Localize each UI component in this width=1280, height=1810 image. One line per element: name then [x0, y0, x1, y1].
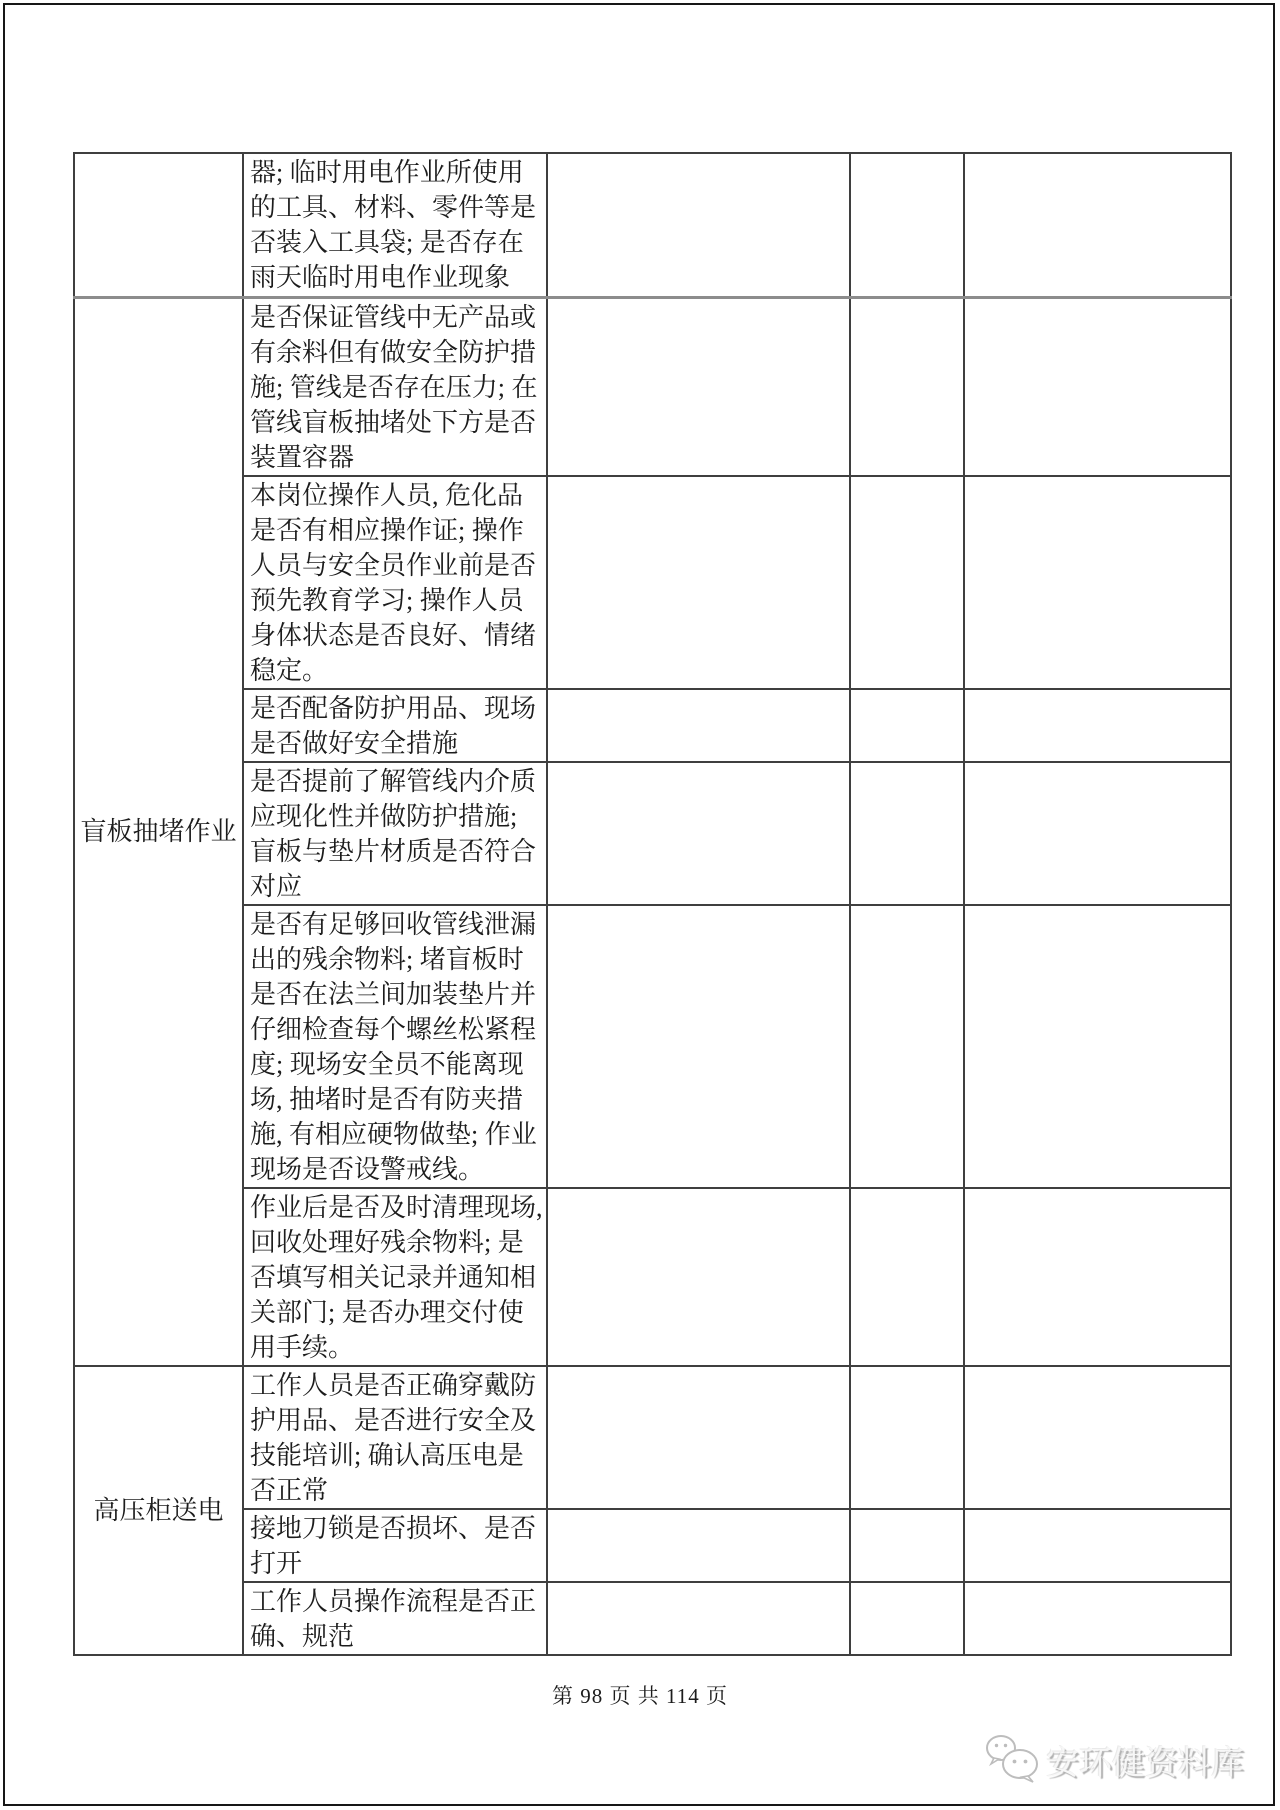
- checklist-text-cell: 器; 临时用电作业所使用的工具、材料、零件等是否装入工具袋; 是否存在雨天临时用电作业现象: [243, 153, 547, 297]
- check-result-cell: [547, 297, 850, 476]
- check-mark-cell: [850, 1366, 964, 1509]
- table-row: [74, 153, 1231, 297]
- check-result-cell: [547, 689, 850, 762]
- check-mark-cell: [850, 762, 964, 905]
- remark-cell: [964, 1582, 1231, 1655]
- check-result-cell: [547, 762, 850, 905]
- check-result-cell: [547, 1509, 850, 1582]
- check-result-cell: [547, 1188, 850, 1366]
- check-result-cell: [547, 476, 850, 689]
- check-result-cell: [547, 905, 850, 1188]
- check-result-cell: [547, 1582, 850, 1655]
- check-mark-cell: [850, 689, 964, 762]
- remark-cell: [964, 905, 1231, 1188]
- check-mark-cell: [850, 476, 964, 689]
- checklist-text-cell: 本岗位操作人员, 危化品是否有相应操作证; 操作人员与安全员作业前是否预先教育学习; 操作人员身体状态是否良好、情绪稳定。: [243, 476, 547, 689]
- remark-cell: [964, 762, 1231, 905]
- check-mark-cell: [850, 1509, 964, 1582]
- checklist-text-cell: 是否保证管线中无产品或有余料但有做安全防护措施; 管线是否存在压力; 在管线盲板抽堵处下方是否装置容器: [243, 297, 547, 476]
- table-row: [74, 1188, 1231, 1366]
- category-cell-blind-plate: 盲板抽堵作业: [74, 297, 243, 1366]
- category-cell-empty: [74, 153, 243, 297]
- table-row: [74, 905, 1231, 1188]
- checklist-text-cell: 是否提前了解管线内介质应现化性并做防护措施; 盲板与垫片材质是否符合对应: [243, 762, 547, 905]
- table-row: [74, 1582, 1231, 1655]
- watermark-label: 安环健资料库: [1046, 1745, 1244, 1782]
- check-result-cell: [547, 1366, 850, 1509]
- checklist-text-cell: 接地刀锁是否损坏、是否打开: [243, 1509, 547, 1582]
- table-row: [74, 762, 1231, 905]
- check-mark-cell: [850, 905, 964, 1188]
- checklist-text-cell: 工作人员是否正确穿戴防护用品、是否进行安全及技能培训; 确认高压电是否正常: [243, 1366, 547, 1509]
- page-footer: 第 98 页 共 114 页: [552, 1684, 728, 1708]
- checklist-text-cell: 作业后是否及时清理现场, 回收处理好残余物料; 是否填写相关记录并通知相关部门; 是否办理交付使用手续。: [243, 1188, 547, 1366]
- check-mark-cell: [850, 1582, 964, 1655]
- table-row: [74, 1509, 1231, 1582]
- checklist-text-cell: 是否配备防护用品、现场是否做好安全措施: [243, 689, 547, 762]
- safety-checklist-table: [73, 152, 1232, 1656]
- checklist-text-cell: 工作人员操作流程是否正确、规范: [243, 1582, 547, 1655]
- check-mark-cell: [850, 153, 964, 297]
- remark-cell: [964, 297, 1231, 476]
- remark-cell: [964, 1509, 1231, 1582]
- remark-cell: [964, 1366, 1231, 1509]
- wechat-logo-icon: [984, 1733, 1040, 1787]
- remark-cell: [964, 153, 1231, 297]
- category-cell-hv-cabinet: 高压柜送电: [74, 1366, 243, 1655]
- table-row: [74, 1366, 1231, 1509]
- table-row: [74, 297, 1231, 476]
- check-result-cell: [547, 153, 850, 297]
- watermark: [984, 1732, 1246, 1788]
- check-mark-cell: [850, 297, 964, 476]
- checklist-text-cell: 是否有足够回收管线泄漏出的残余物料; 堵盲板时是否在法兰间加装垫片并仔细检查每个螺丝松紧程度; 现场安全员不能离现场, 抽堵时是否有防夹措施, 有相应硬物做垫; 作业现场是否设警戒线。: [243, 905, 547, 1188]
- remark-cell: [964, 689, 1231, 762]
- remark-cell: [964, 1188, 1231, 1366]
- table-row: [74, 689, 1231, 762]
- check-mark-cell: [850, 1188, 964, 1366]
- remark-cell: [964, 476, 1231, 689]
- table-row: [74, 476, 1231, 689]
